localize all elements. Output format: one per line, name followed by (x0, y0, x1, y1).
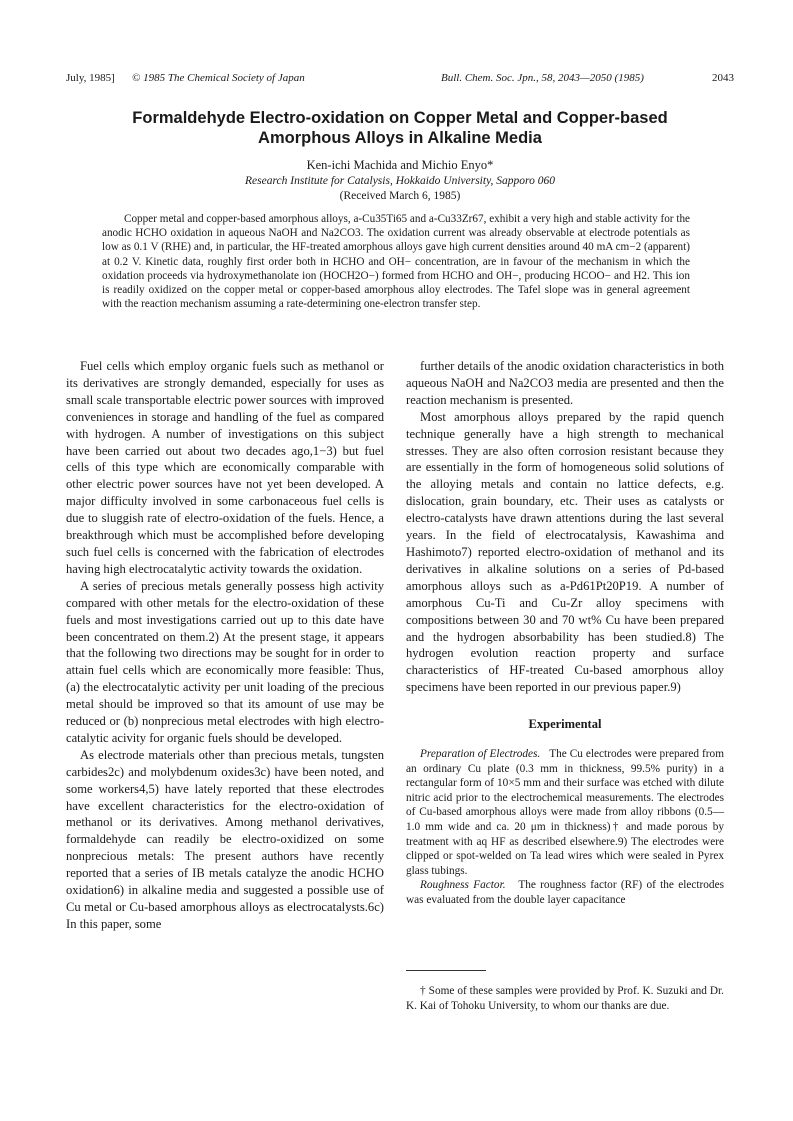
body-paragraph: Most amorphous alloys prepared by the rapid quench technique generally have a high strength to mechanical stresses. They are also often corrosion resistant because they are essentially in the form of homogeneous solid solutions of the alloying metals and contain no lattice defects, e.g. dislocation, grain boundary, etc. Their uses as catalysts or electro-catalysts have drawn attentions during the last several years. In the field of electrocatalysis, Kawashima and Hashimoto7) reported electro-oxidation of methanol and its derivatives in alkaline solutions on a series of Pd-based amorphous alloys such as a-Pd61Pt20P19. A number of amorphous Cu-Ti and Cu-Zr alloy specimens with compositions between 30 and 70 wt% Cu have been prepared and the hydrogen absorbability has been studied.8) The hydrogen evolution reaction property and surface characteristics of HF-treated Cu-based amorphous alloy specimens have been reported in our previous paper.9) (406, 409, 724, 695)
affiliation: Research Institute for Catalysis, Hokkaido University, Sapporo 060 (245, 175, 555, 187)
abstract: Copper metal and copper-based amorphous alloys, a-Cu35Ti65 and a-Cu33Zr67, exhibit a very high and stable activity for the anodic HCHO oxidation in aqueous NaOH and Na2CO3. The oxidation current was already observable at electrode potentials as low as 0.1 V (RHE) and, in particular, the HF-treated amorphous alloys gave high current densities around 40 mA cm−2 (apparent) at 0.2 V. Kinetic data, roughly first order both in HCHO and OH− concentration, are in favour of the mechanism in which the oxidation proceeds via hydroxymethanolate ion (HOCH2O−) formed from HCHO and OH−, producing HCOO− and H2. This ion is readily oxidized on the copper metal or copper-based amorphous alloy electrodes. The Tafel slope was in general agreement with the reaction mechanism assuming a rate-determining one-electron transfer step. (102, 213, 690, 311)
paper-title-line-2: Amorphous Alloys in Alkaline Media (258, 129, 542, 147)
running-header (66, 72, 734, 88)
header-page-number: 2043 (712, 72, 734, 84)
experimental-section (406, 747, 724, 908)
body-paragraph: A series of precious metals generally possess high activity compared with other metals for the electro-oxidation of these fuels and most investigations carried out up to this date have been concentrated on them.2) At the present stage, it appears that the following two directions may be sought for in order to attain fuel cells which are economically more feasible: Thus, (a) the electrocatalytic activity per unit loading of the precious metal should be improved so that its amount of use may be reduced or (b) nonprecious metal electrodes with high electro-catalytic acivity for organic fuels should be developed. (66, 578, 384, 745)
paragraph-text: The Cu electrodes were prepared from an ordinary Cu plate (0.3 mm in thickness, 99.5% purity) in a rectangular form of 10×5 mm and their surface was etched with dilute nitric acid prior to the electrochemical measurements. The electrodes of Cu-based amorphous alloys were made from alloy ribbons (0.5—1.0 mm wide and ca. 20 μm in thickness)† and made porous by treatment with aq HF as described elsewhere.9) The electrodes were clipped or spot-welded on Ta lead wires which were sealed in Pyrex glass tubings. (406, 748, 724, 877)
header-copyright: © 1985 The Chemical Society of Japan (132, 72, 305, 84)
author-list: Ken-ichi Machida and Michio Enyo* (306, 158, 494, 172)
run-in-heading: Preparation of Electrodes. (420, 748, 541, 761)
footnote (406, 984, 724, 1013)
paragraph-text: The roughness factor (RF) of the electrodes was evaluated from the double layer capacitance (406, 879, 724, 906)
body-column-right (406, 358, 724, 908)
body-paragraph: Fuel cells which employ organic fuels such as methanol or its derivatives are strongly demanded, especially for uses as small scale transportable electric power sources with improved conveniences in storage and handling of the fuel as compared with hydrogen. A number of investigations on this subject have been carried out about two decades ago,1−3) but fuel cells of this type which are economically comparable with other electric power sources have not yet been developed. A major difficulty involved in some carbonaceous fuel cells is due to sluggish rate of electro-oxidation of the fuels. Hence, a breakthrough which must be accomplished before developing such fuel cells is concerned with the fabrication of electrodes having high electrocatalytic activity towards the oxidation. (66, 359, 384, 576)
paper-title (66, 108, 734, 148)
footnote-divider (406, 970, 486, 971)
header-journal-citation: Bull. Chem. Soc. Jpn., 58, 2043—2050 (1985) (441, 72, 644, 84)
header-date: July, 1985] (66, 72, 115, 84)
received-date: (Received March 6, 1985) (339, 190, 461, 202)
section-heading-experimental: Experimental (528, 717, 602, 732)
experimental-paragraph-preparation (406, 747, 724, 878)
run-in-heading: Roughness Factor. (420, 879, 506, 892)
body-paragraph: further details of the anodic oxidation characteristics in both aqueous NaOH and Na2CO3 media are presented and then the reaction mechanism is presented. (406, 359, 724, 407)
experimental-paragraph-roughness (406, 878, 724, 907)
body-column-left (66, 358, 384, 933)
body-paragraph: As electrode materials other than precious metals, tungsten carbides2c) and molybdenum oxides3c) have been noted, and some workers4,5) have lately reported that these electrodes have excellent characteristics for the electro-oxidation of methanol or its derivatives. Among methanol derivatives, formaldehyde can readily be electro-oxidized on some nonprecious metals: The present authors have recently reported that a series of IB metals catalyze the anodic HCHO oxidation6) in alkaline media and suggested a possible use of Cu metal or Cu-based amorphous alloys as electrocatalysts.6c) In this paper, some (66, 747, 384, 931)
footnote-text: † Some of these samples were provided by Prof. K. Suzuki and Dr. K. Kai of Tohoku University, to whom our thanks are due. (406, 985, 724, 1012)
paper-title-line-1: Formaldehyde Electro-oxidation on Copper Metal and Copper-based (132, 109, 668, 127)
